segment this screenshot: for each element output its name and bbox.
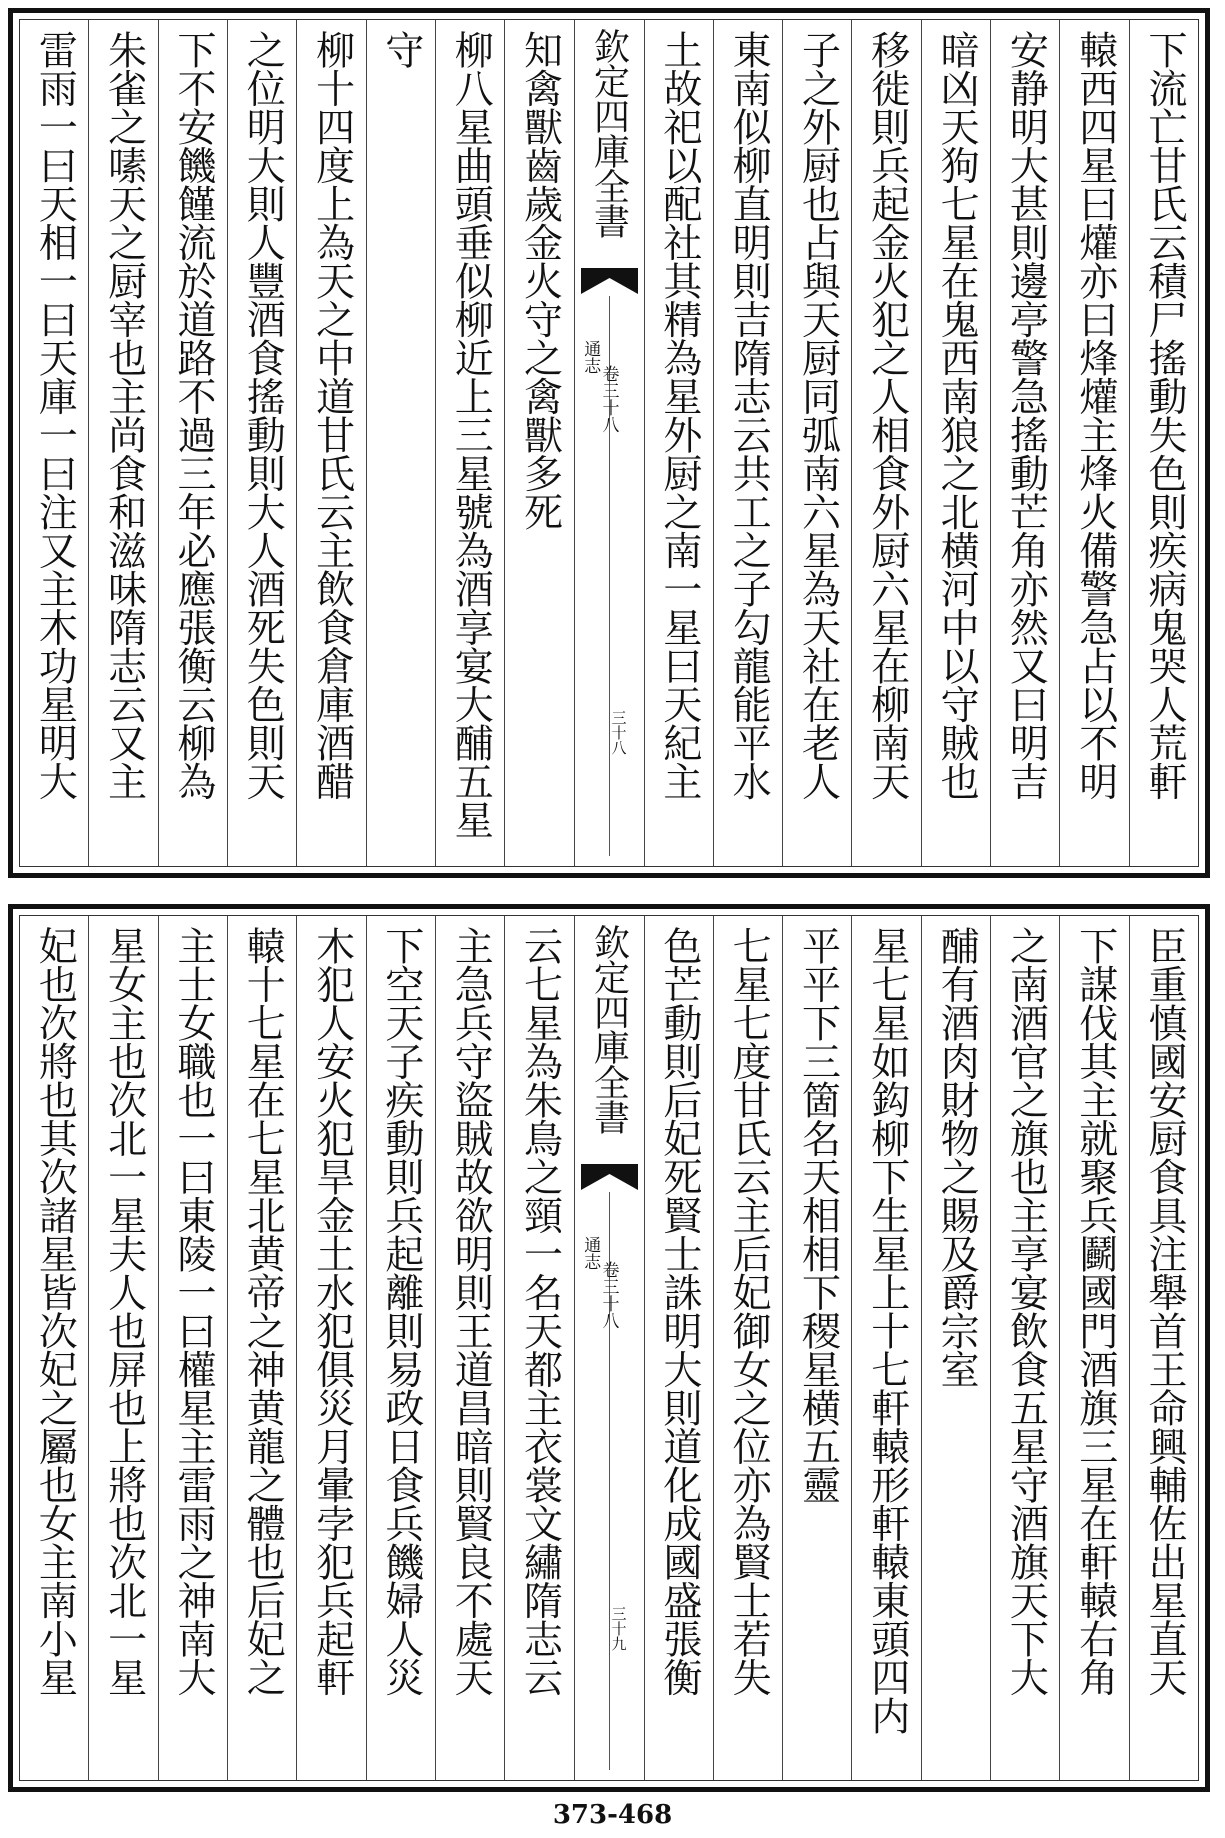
text-column xyxy=(713,20,782,866)
column-text: 下流亡甘氏云積尸搖動失色則疾病鬼哭人荒軒 xyxy=(1142,30,1188,800)
column-text: 妃也次將也其次諸星皆次妃之屬也女主南小星 xyxy=(32,926,78,1696)
column-text: 土故祀以配社其精為星外厨之南一星曰天紀主 xyxy=(656,30,702,800)
spine-book-title: 通志 xyxy=(580,340,601,374)
spine-folio: 三十九 xyxy=(609,1606,628,1651)
page-number: 373-468 xyxy=(552,1800,673,1830)
spine-book-title: 通志 xyxy=(580,1236,601,1270)
column-text: 木犯人安火犯旱金土水犯俱災月暈孛犯兵起軒 xyxy=(309,926,355,1696)
column-text: 下空天子疾動則兵起離則易政日食兵饑婦人災 xyxy=(378,926,424,1696)
text-column xyxy=(88,20,157,866)
text-column xyxy=(227,20,296,866)
column-text: 移徙則兵起金火犯之人相食外厨六星在柳南天 xyxy=(864,30,910,800)
text-column xyxy=(851,916,920,1780)
column-text: 東南似柳直明則吉隋志云共工之子勾龍能平水 xyxy=(726,30,772,800)
spine-juan: 卷三十八 xyxy=(598,365,619,433)
top-page-frame xyxy=(19,19,1199,867)
column-text: 星女主也次北一星夫人也屏也上將也次北一星 xyxy=(101,926,147,1696)
column-text: 酺有酒肉財物之賜及爵宗室 xyxy=(934,926,980,1388)
column-text: 雷雨一曰天相一曰天庫一曰注又主木功星明大 xyxy=(32,30,78,800)
spine-title: 欽定四庫全書 xyxy=(588,924,630,1134)
text-column xyxy=(435,20,504,866)
text-column xyxy=(227,916,296,1780)
text-column xyxy=(1129,20,1198,866)
column-text: 主士女職也一曰東陵一曰權星主雷雨之神南大 xyxy=(170,926,216,1696)
text-column xyxy=(366,20,435,866)
bottom-columns xyxy=(20,916,1198,1780)
text-column xyxy=(504,916,573,1780)
spine-folio: 三十八 xyxy=(609,710,628,755)
fish-tail-mark-icon xyxy=(581,1164,638,1190)
column-text: 下謀伐其主就聚兵鬬國門酒旗三星在軒轅右角 xyxy=(1072,926,1118,1696)
text-column xyxy=(296,20,365,866)
text-column xyxy=(644,916,713,1780)
column-text: 子之外厨也占與天厨同弧南六星為天社在老人 xyxy=(795,30,841,800)
center-spine xyxy=(574,20,644,866)
text-column xyxy=(296,916,365,1780)
column-text: 暗凶天狗七星在鬼西南狼之北横河中以守賊也 xyxy=(934,30,980,800)
bottom-page-frame xyxy=(19,915,1199,1781)
text-column xyxy=(990,916,1059,1780)
column-text: 平平下三箇名天相相下稷星横五靈 xyxy=(795,926,841,1504)
spine-title: 欽定四庫全書 xyxy=(588,28,630,238)
text-column xyxy=(1059,20,1128,866)
text-column xyxy=(158,916,227,1780)
column-text: 七星七度甘氏云主后妃御女之位亦為賢士若失 xyxy=(726,926,772,1696)
text-column xyxy=(158,20,227,866)
text-column xyxy=(921,20,990,866)
text-column xyxy=(88,916,157,1780)
text-column xyxy=(990,20,1059,866)
text-column xyxy=(504,20,573,866)
text-column xyxy=(1129,916,1198,1780)
column-text: 柳十四度上為天之中道甘氏云主飲食倉庫酒醋 xyxy=(309,30,355,800)
column-text: 柳八星曲頭垂似柳近上三星號為酒享宴大酺五星 xyxy=(448,30,494,839)
text-column xyxy=(713,916,782,1780)
text-column xyxy=(366,916,435,1780)
column-text: 之南酒官之旗也主享宴飲食五星守酒旗天下大 xyxy=(1003,926,1049,1696)
text-column xyxy=(435,916,504,1780)
fish-tail-mark-icon xyxy=(581,268,638,294)
text-column xyxy=(851,20,920,866)
top-columns xyxy=(20,20,1198,866)
column-text: 主急兵守盜賊故欲明則王道昌暗則賢良不處天 xyxy=(448,926,494,1696)
center-spine xyxy=(574,916,644,1780)
text-column xyxy=(921,916,990,1780)
column-text: 朱雀之嗉天之厨宰也主尚食和滋味隋志云又主 xyxy=(101,30,147,800)
column-text: 星七星如鈎柳下生星上十七軒轅形軒轅東頭四内 xyxy=(864,926,910,1735)
bottom-page-panel xyxy=(8,904,1210,1792)
column-text: 下不安饑饉流於道路不過三年必應張衡云柳為 xyxy=(170,30,216,800)
column-text: 之位明大則人豐酒食搖動則大人酒死失色則天 xyxy=(240,30,286,800)
text-column xyxy=(1059,916,1128,1780)
text-column xyxy=(20,916,88,1780)
column-text: 知禽獸齒歲金火守之禽獸多死 xyxy=(517,30,563,531)
text-column xyxy=(782,20,851,866)
text-column xyxy=(644,20,713,866)
top-page-panel xyxy=(8,8,1210,878)
text-column xyxy=(782,916,851,1780)
column-text: 云七星為朱鳥之頸一名天都主衣裳文繡隋志云 xyxy=(517,926,563,1696)
column-text: 臣重慎國安厨食具注舉首王命興輔佐出星直天 xyxy=(1142,926,1188,1696)
column-text: 守 xyxy=(378,30,424,69)
text-column xyxy=(20,20,88,866)
column-text: 轅十七星在七星北黄帝之神黄龍之體也后妃之 xyxy=(240,926,286,1696)
column-text: 轅西四星曰爟亦曰烽爟主烽火備警急占以不明 xyxy=(1072,30,1118,800)
spine-juan: 卷三十八 xyxy=(598,1261,619,1329)
column-text: 色芒動則后妃死賢士誅明大則道化成國盛張衡 xyxy=(656,926,702,1696)
column-text: 安静明大甚則邊亭警急搖動芒角亦然又曰明吉 xyxy=(1003,30,1049,800)
